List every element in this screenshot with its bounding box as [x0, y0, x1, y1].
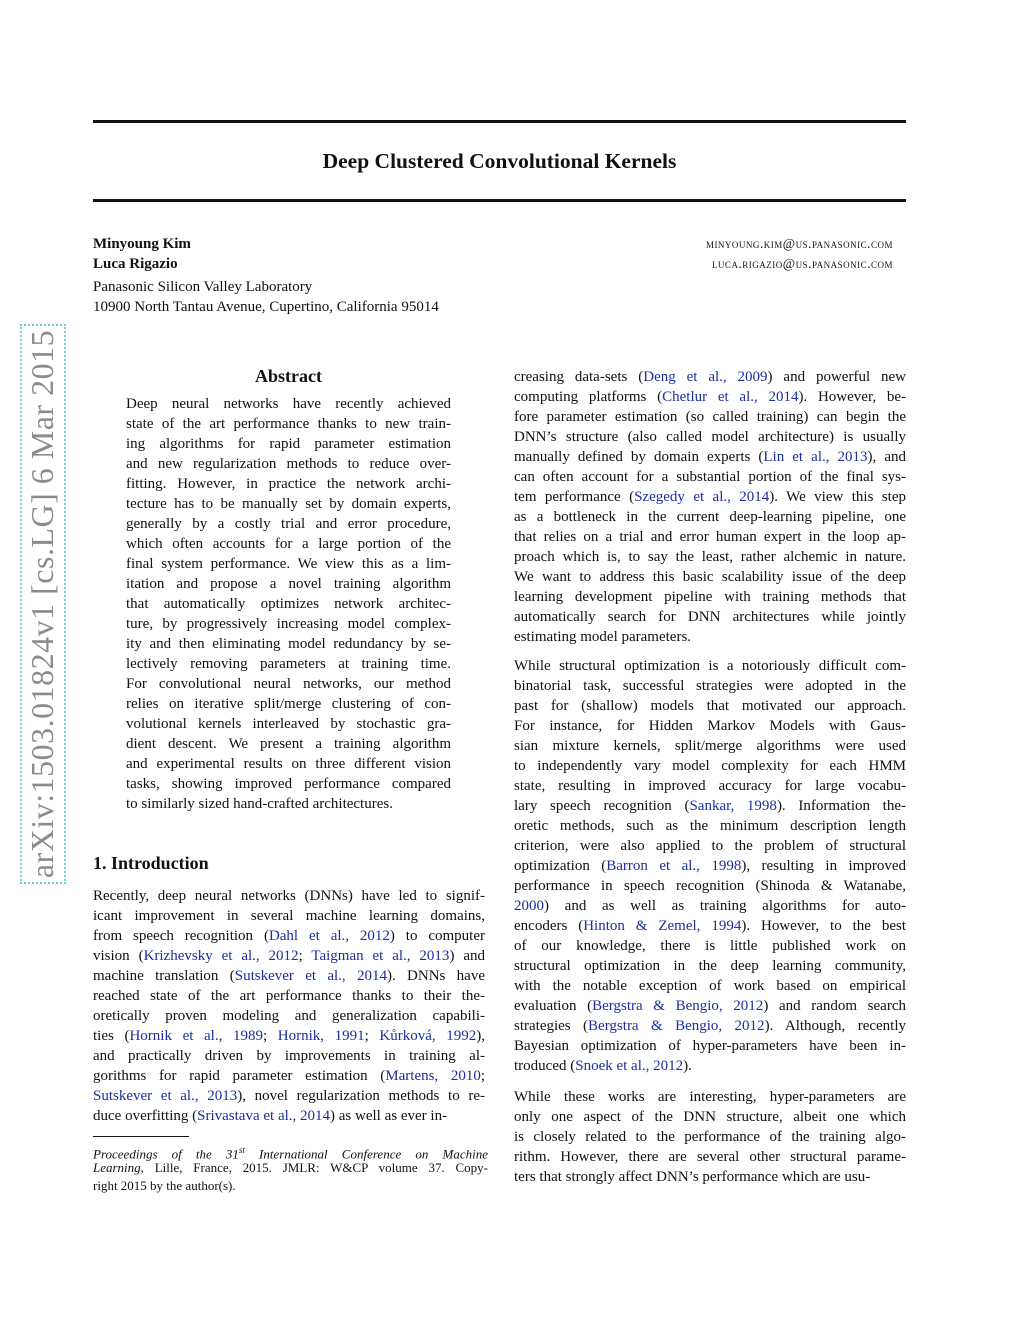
- text-line: state, resulting in improved accuracy for large vocabu-: [514, 778, 906, 794]
- title-bottom-rule: [93, 199, 906, 202]
- abstract-heading: Abstract: [255, 366, 322, 386]
- section-heading-introduction: 1. Introduction: [93, 853, 209, 873]
- citation-link[interactable]: 2000: [514, 898, 544, 914]
- text-line: sian mixture kernels, split/merge algorithms were used: [514, 738, 906, 754]
- affiliation-lab: Panasonic Silicon Valley Laboratory: [93, 279, 313, 295]
- text-line: criterion, were also applied to the problem of structural: [514, 838, 906, 854]
- text-line: computing platforms (Chetlur et al., 2014). However, be-: [514, 389, 906, 405]
- affiliation-address: 10900 North Tantau Avenue, Cupertino, California 95014: [93, 299, 439, 315]
- text-line: itation and propose a novel training algorithm: [126, 576, 451, 592]
- text-line: Recently, deep neural networks (DNNs) have led to signif-: [93, 888, 485, 904]
- footnote-line: [93, 1159, 488, 1177]
- text-line: tecture has to be manually set by domain experts,: [126, 496, 451, 512]
- text-line: ters that strongly affect DNN’s performance which are usu-: [514, 1169, 871, 1185]
- text-line: lary speech recognition (Sankar, 1998). Information the-: [514, 798, 906, 814]
- text-line: Sutskever et al., 2013), novel regularization methods to re-: [93, 1088, 485, 1104]
- text-line: optimization (Barron et al., 1998), resulting in improved: [514, 858, 906, 874]
- citation-link[interactable]: Bergstra & Bengio, 2012: [588, 1018, 765, 1034]
- text-line: which often accounts for a large portion of the: [126, 536, 451, 552]
- text-line: ing algorithms for rapid parameter estimation: [126, 436, 451, 452]
- text-line: and practically driven by improvements in training al-: [93, 1048, 485, 1064]
- text-line: estimating model parameters.: [514, 629, 692, 645]
- text-line: ture, by progressively increasing model complex-: [126, 616, 451, 632]
- text-line: only one aspect of the DNN structure, albeit one which: [514, 1109, 906, 1125]
- text-line: 2000) and as well as training algorithms for auto-: [514, 898, 906, 914]
- text-line: state of the art performance thanks to new train-: [126, 416, 451, 432]
- citation-link[interactable]: Szegedy et al., 2014: [634, 489, 770, 505]
- text-line: troduced (Snoek et al., 2012).: [514, 1058, 692, 1074]
- citation-link[interactable]: Sutskever et al., 2014: [234, 968, 387, 984]
- text-line: past for (shallow) models that motivated our approach.: [514, 698, 906, 714]
- citation-link[interactable]: Barron et al., 1998: [606, 858, 742, 874]
- text-line: to independently vary model complexity for each HMM: [514, 758, 906, 774]
- citation-link[interactable]: Chetlur et al., 2014: [662, 389, 799, 405]
- text-line: DNN’s structure (also called model architecture) is usually: [514, 429, 906, 445]
- citation-link[interactable]: Taigman et al., 2013: [311, 948, 450, 964]
- text-line: learning development pipeline with training methods that: [514, 589, 906, 605]
- text-line: oretic methods, such as the minimum description length: [514, 818, 906, 834]
- text-line: can often account for a substantial portion of the final sys-: [514, 469, 906, 485]
- text-line: oretically proven modeling and generalization capabili-: [93, 1008, 485, 1024]
- text-line: tasks, showing improved performance compared: [126, 776, 451, 792]
- footnote-venue: Learning: [93, 1160, 141, 1175]
- footnote-prefix: Proceedings of the 31: [93, 1146, 239, 1162]
- text-line: volutional kernels interleaved by stochastic gra-: [126, 716, 451, 732]
- text-line: and experimental results on three different vision: [126, 756, 451, 772]
- text-line: to similarly sized hand-crafted architectures.: [126, 796, 393, 812]
- text-line: that relies on a trial and error human expert in the loop ap-: [514, 529, 906, 545]
- text-line: strategies (Bergstra & Bengio, 2012). Although, recently: [514, 1018, 907, 1034]
- text-line: from speech recognition (Dahl et al., 2012) to computer: [93, 928, 485, 944]
- citation-link[interactable]: Dahl et al., 2012: [268, 928, 390, 944]
- citation-link[interactable]: Kůrková, 1992: [379, 1028, 477, 1044]
- citation-link[interactable]: Hornik, 1991: [277, 1028, 365, 1044]
- text-line: evaluation (Bergstra & Bengio, 2012) and random search: [514, 998, 906, 1014]
- text-line: For convolutional neural networks, our method: [126, 676, 451, 692]
- citation-link[interactable]: Lin et al., 2013: [763, 449, 868, 465]
- text-line: ity and then eliminating model redundancy by se-: [126, 636, 451, 652]
- text-line: proach which is, to say the least, rather alchemic in nature.: [514, 549, 906, 565]
- citation-link[interactable]: Hornik et al., 1989: [129, 1028, 263, 1044]
- text-line: Bayesian optimization of hyper-parameters have been in-: [514, 1038, 906, 1054]
- paper-title: Deep Clustered Convolutional Kernels: [322, 149, 677, 173]
- text-line: tem performance (Szegedy et al., 2014). We view this step: [514, 489, 906, 505]
- text-line: While these works are interesting, hyper-parameters are: [514, 1089, 906, 1105]
- text-line: and new regularization methods to reduce over-: [126, 456, 451, 472]
- text-line: final system performance. We view this as a lim-: [126, 556, 451, 572]
- text-line: performance in speech recognition (Shinoda & Watanabe,: [514, 878, 906, 894]
- text-line: generally by a costly trial and error procedure,: [126, 516, 451, 532]
- text-line: icant improvement in several machine learning domains,: [93, 908, 485, 924]
- text-line: While structural optimization is a notoriously difficult com-: [514, 658, 906, 674]
- citation-link[interactable]: Bergstra & Bengio, 2012: [592, 998, 764, 1014]
- text-line: machine translation (Sutskever et al., 2014). DNNs have: [93, 968, 485, 984]
- author-email[interactable]: minyoung.kim@us.panasonic.com: [705, 236, 893, 251]
- footnote-middle: International Conference on Machine: [244, 1146, 488, 1162]
- text-line: as a bottleneck in the current deep-learning pipeline, one: [514, 509, 906, 525]
- text-line: manually defined by domain experts (Lin et al., 2013), and: [514, 449, 907, 465]
- text-line: Deep neural networks have recently achieved: [126, 396, 451, 412]
- citation-link[interactable]: Hinton & Zemel, 1994: [583, 918, 742, 934]
- footnote-line: right 2015 by the author(s).: [93, 1178, 236, 1193]
- footnote-superscript: st: [238, 1145, 245, 1155]
- text-line: duce overfitting (Srivastava et al., 2014) as well as ever in-: [93, 1108, 448, 1124]
- text-line: with the notable exception of work based on empirical: [514, 978, 906, 994]
- text-line: fore parameter estimation (so called training) can begin the: [514, 409, 906, 425]
- text-line: that automatically optimizes network architec-: [126, 596, 451, 612]
- text-line: We want to address this basic scalability issue of the deep: [514, 569, 906, 585]
- text-line: ties (Hornik et al., 1989; Hornik, 1991; Kůrková, 1992),: [93, 1028, 486, 1044]
- author-name: Luca Rigazio: [93, 256, 178, 272]
- citation-link[interactable]: Deng et al., 2009: [643, 369, 768, 385]
- text-line: structural optimization in the deep learning community,: [514, 958, 906, 974]
- text-line: reached state of the art performance thanks to their the-: [93, 988, 485, 1004]
- text-line: fitting. However, in practice the network archi-: [126, 476, 451, 492]
- citation-link[interactable]: Snoek et al., 2012: [575, 1058, 684, 1074]
- citation-link[interactable]: Krizhevsky et al., 2012: [143, 948, 299, 964]
- text-line: rithm. However, there are several other structural parame-: [514, 1149, 906, 1165]
- text-line: is closely related to the performance of the training algo-: [514, 1129, 906, 1145]
- citation-link[interactable]: Sankar, 1998: [689, 798, 777, 814]
- footnote-rest: , Lille, France, 2015. JMLR: W&CP volume 37. Copy-: [140, 1160, 488, 1175]
- top-rule: [93, 120, 906, 123]
- text-line: gorithms for rapid parameter estimation (Martens, 2010;: [93, 1068, 485, 1084]
- citation-link[interactable]: Sutskever et al., 2013: [93, 1088, 238, 1104]
- text-line: automatically search for DNN architectures while jointly: [514, 609, 906, 625]
- author-name: Minyoung Kim: [93, 236, 191, 252]
- text-line: encoders (Hinton & Zemel, 1994). However, to the best: [514, 918, 906, 934]
- text-line: creasing data-sets (Deng et al., 2009) and powerful new: [514, 369, 907, 385]
- arxiv-stamp[interactable]: arXiv:1503.01824v1 [cs.LG] 6 Mar 2015: [20, 324, 66, 884]
- citation-link[interactable]: Martens, 2010: [385, 1068, 481, 1084]
- text-line: relies on iterative split/merge clustering of con-: [126, 696, 451, 712]
- text-line: binatorial task, successful strategies were adopted in the: [514, 678, 906, 694]
- citation-link[interactable]: Srivastava et al., 2014: [197, 1108, 331, 1124]
- author-email[interactable]: luca.rigazio@us.panasonic.com: [711, 256, 893, 271]
- text-line: of our knowledge, there is little published work on: [514, 938, 906, 954]
- text-line: vision (Krizhevsky et al., 2012; Taigman et al., 2013) and: [93, 948, 485, 964]
- text-line: dient descent. We present a training algorithm: [126, 736, 451, 752]
- text-line: For instance, for Hidden Markov Models with Gaus-: [514, 718, 906, 734]
- footnote-rule: [93, 1136, 189, 1137]
- text-line: lectively removing parameters at training time.: [126, 656, 451, 672]
